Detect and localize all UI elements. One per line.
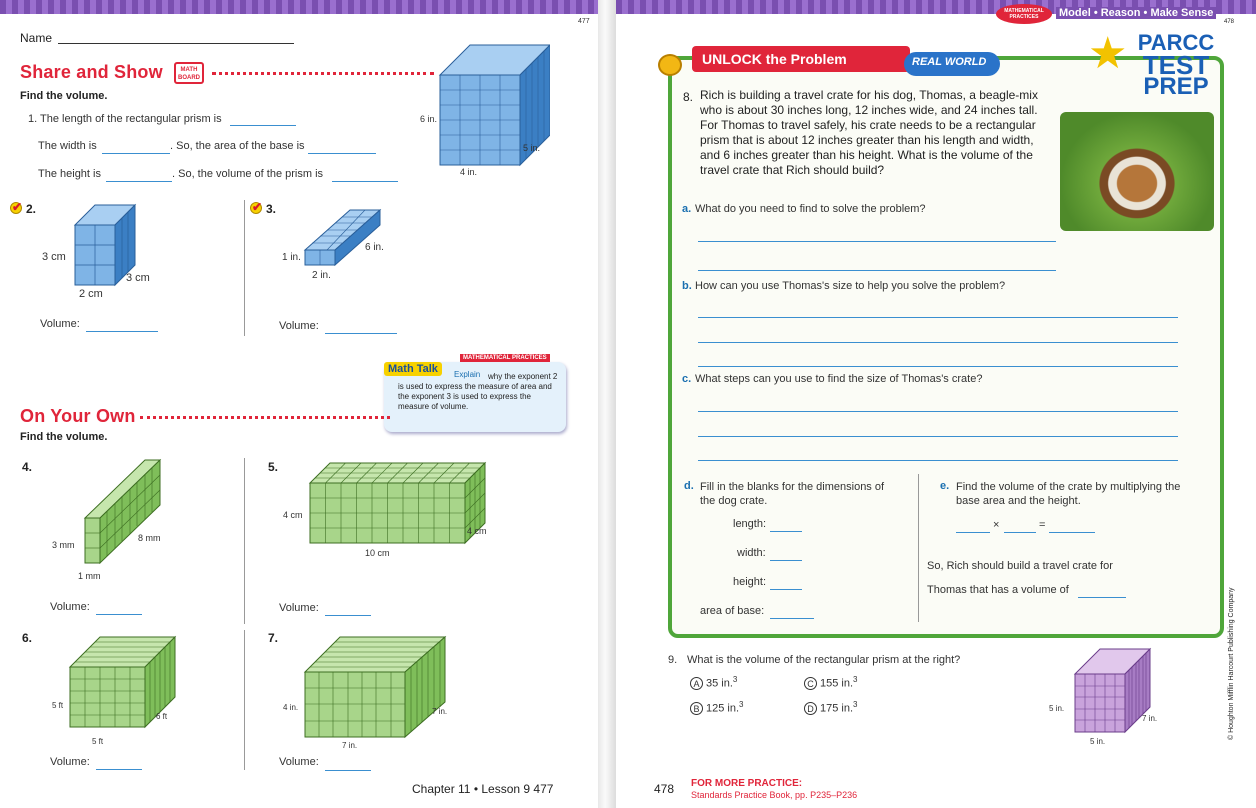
share-and-show-title: Share and Show <box>20 62 163 82</box>
parcc-line-3: PREP <box>1143 73 1209 100</box>
p3-volume-answer[interactable] <box>325 333 397 334</box>
top-band <box>0 0 598 14</box>
p3-volume-label: Volume: <box>279 320 319 332</box>
math-talk-title: Math Talk <box>384 362 442 376</box>
page-gutter <box>598 0 616 808</box>
answer-base-area[interactable] <box>308 153 376 154</box>
answer-length[interactable] <box>230 125 296 126</box>
problem-9-number: 9. <box>668 654 678 666</box>
qa-letter: a. <box>682 203 692 215</box>
p3-width-label: 6 in. <box>365 242 384 253</box>
p7-volume-label: Volume: <box>279 756 319 768</box>
mathematical-practices-badge: MATHEMATICAL PRACTICES <box>996 4 1052 24</box>
find-volume-heading: Find the volume. <box>20 90 108 102</box>
qe-height-input[interactable] <box>1004 532 1036 533</box>
p5-length-label: 10 cm <box>365 548 390 558</box>
p9-height-label: 5 in. <box>1049 704 1065 713</box>
footer-more-practice: FOR MORE PRACTICE: <box>691 778 803 789</box>
problem-4-number: 4. <box>22 460 33 474</box>
footer-practice-book: Standards Practice Book, pp. P235–P236 <box>691 790 858 800</box>
p5-volume-answer[interactable] <box>325 615 371 616</box>
option-value: 155 in. <box>820 677 854 690</box>
column-divider <box>244 458 245 624</box>
footer-page-number: 478 <box>654 782 675 796</box>
name-line[interactable] <box>58 43 294 44</box>
problem-6-number: 6. <box>22 631 33 645</box>
p2-volume-answer[interactable] <box>86 331 158 332</box>
p4-volume-label: Volume: <box>50 601 90 613</box>
page-number-top: 478 <box>1224 19 1235 25</box>
answer-height[interactable] <box>106 181 172 182</box>
option-exponent: 3 <box>732 675 738 684</box>
option-letter: C <box>804 677 817 690</box>
p4-volume-answer[interactable] <box>96 614 142 615</box>
field-area-input[interactable] <box>770 618 814 619</box>
p7-width-label: 7 in. <box>432 707 448 716</box>
p4-length-label: 8 mm <box>138 533 161 543</box>
key-icon <box>658 54 682 76</box>
option-value: 125 in. <box>706 702 740 715</box>
left-page <box>0 0 598 808</box>
qc-letter: c. <box>682 373 692 385</box>
field-width-label: width: <box>737 547 766 559</box>
p2-width-label: 3 cm <box>126 272 150 284</box>
prism-problem-5 <box>305 458 490 548</box>
prism-problem-3 <box>300 205 385 270</box>
mp-tagline: Model • Reason • Make Sense <box>1056 7 1216 19</box>
equals-sign: = <box>1039 519 1046 531</box>
option-a[interactable] <box>690 675 737 690</box>
field-length-label: length: <box>733 518 767 530</box>
problem-8-text: Rich is building a travel crate for his dog, Thomas, a beagle-mix who is about 30 inches long, 12 inches wide, and 24 inches tall. For Thomas to travel safely, his crate needs to be a rectangular prism that is about 12 inches greater than his length and width, and 6 inches greater than his height. What is the volume of the travel crate that Rich should build? <box>700 88 1038 177</box>
p3-height-label: 1 in. <box>282 252 301 263</box>
field-area-label: area of base: <box>700 605 765 617</box>
dog-photo <box>1060 112 1214 231</box>
qe-base-input[interactable] <box>956 532 990 533</box>
qe-letter: e. <box>940 480 950 492</box>
p2-volume-label: Volume: <box>40 318 80 330</box>
p7-height-label: 4 in. <box>283 703 299 712</box>
p4-width-label: 1 mm <box>78 571 101 581</box>
problem-1-line-1: 1. The length of the rectangular prism is <box>28 113 222 125</box>
parcc-line-1: PARCC <box>1137 30 1215 55</box>
option-value: 35 in. <box>706 677 733 690</box>
dim-label-height: 6 in. <box>420 114 438 124</box>
checkmark-icon <box>10 202 22 214</box>
real-world-badge <box>904 52 1000 76</box>
question-a: What do you need to find to solve the problem? <box>695 203 926 215</box>
math-board-icon: MATH BOARD <box>174 62 204 84</box>
p7-volume-answer[interactable] <box>325 770 371 771</box>
p6-volume-label: Volume: <box>50 756 90 768</box>
option-c[interactable] <box>804 675 857 690</box>
option-letter: D <box>804 702 817 715</box>
p5-height-label: 4 cm <box>283 510 303 520</box>
answer-line-c1[interactable] <box>698 411 1178 412</box>
option-letter: B <box>690 702 703 715</box>
name-label: Name <box>20 31 53 45</box>
question-d: Fill in the blanks for the dimensions of the dog crate. <box>700 481 885 507</box>
p6-length-label: 5 ft <box>92 737 104 746</box>
qe-product-input[interactable] <box>1049 532 1095 533</box>
footer-chapter: Chapter 11 • Lesson 9 477 <box>412 782 554 796</box>
option-exponent: 3 <box>853 700 858 709</box>
problem-3-number: 3. <box>266 202 277 216</box>
option-value: 175 in. <box>820 702 854 715</box>
question-b: How can you use Thomas's size to help you solve the problem? <box>695 280 1006 292</box>
answer-volume[interactable] <box>332 181 398 182</box>
parcc-line-2: TEST <box>1142 50 1210 80</box>
question-e: Find the volume of the crate by multiplying the base area and the height. <box>956 481 1181 507</box>
option-exponent: 3 <box>853 675 858 684</box>
section-divider <box>212 72 434 75</box>
problem-1-line-3b: . So, the volume of the prism is <box>172 168 324 180</box>
qe-conclusion-1: So, Rich should build a travel crate for <box>927 560 1113 572</box>
answer-line-a1[interactable] <box>698 241 1056 242</box>
qd-letter: d. <box>684 480 694 492</box>
checkmark-icon <box>250 202 262 214</box>
p2-length-label: 2 cm <box>79 288 103 300</box>
real-label: REAL <box>912 56 942 68</box>
dim-label-width: 5 in. <box>523 143 541 153</box>
answer-line-c3[interactable] <box>698 460 1178 461</box>
field-length-input[interactable] <box>770 531 802 532</box>
column-divider <box>244 200 245 336</box>
p9-width-label: 7 in. <box>1142 714 1158 723</box>
page-number-top: 477 <box>578 18 590 25</box>
prism-problem-4 <box>80 458 165 568</box>
p7-length-label: 7 in. <box>342 741 358 750</box>
prism-problem-7 <box>300 632 450 740</box>
answer-line-b2[interactable] <box>698 342 1178 343</box>
option-exponent: 3 <box>739 700 744 709</box>
p9-length-label: 5 in. <box>1090 737 1106 746</box>
star-icon: ★ <box>1088 29 1128 78</box>
problem-1-line-3a: The height is <box>38 168 101 180</box>
dim-label-length: 4 in. <box>460 167 478 177</box>
problem-9-text: What is the volume of the rectangular prism at the right? <box>687 654 961 666</box>
problem-8-number: 8. <box>683 90 694 104</box>
field-width-input[interactable] <box>770 560 802 561</box>
problem-7-number: 7. <box>268 631 279 645</box>
column-divider <box>244 630 245 770</box>
math-talk-text: why the exponent 2 is used to express the measure of area and the exponent 3 is used to express the measure of volume. <box>398 372 558 411</box>
p6-height-label: 5 ft <box>52 701 64 710</box>
answer-line-b1[interactable] <box>698 317 1178 318</box>
unlock-banner: UNLOCK the Problem <box>692 46 910 72</box>
problem-2-number: 2. <box>26 202 37 216</box>
p6-width-label: 6 ft <box>156 712 168 721</box>
field-height-input[interactable] <box>770 589 802 590</box>
problem-1-line-2b: . So, the area of the base is <box>170 140 305 152</box>
option-d[interactable] <box>804 700 857 715</box>
p5-width-label: 4 cm <box>467 526 487 536</box>
world-label: WORLD <box>944 56 987 68</box>
answer-width[interactable] <box>102 153 170 154</box>
p2-height-label: 3 cm <box>42 251 66 263</box>
find-volume-heading-2: Find the volume. <box>20 431 108 443</box>
column-divider <box>918 474 919 622</box>
section-divider <box>140 416 390 419</box>
problem-1-line-2a: The width is <box>38 140 97 152</box>
p4-height-label: 3 mm <box>52 540 75 550</box>
on-your-own-title: On Your Own <box>20 406 136 426</box>
problem-5-number: 5. <box>268 460 279 474</box>
copyright-side: © Houghton Mifflin Harcourt Publishing Company <box>1228 587 1235 740</box>
field-height-label: height: <box>733 576 767 588</box>
right-page <box>616 0 1256 808</box>
answer-line-b3[interactable] <box>698 366 1178 367</box>
option-b[interactable] <box>690 700 743 715</box>
p3-length-label: 2 in. <box>312 270 331 281</box>
math-talk-lead: Explain <box>454 370 481 379</box>
answer-line-c2[interactable] <box>698 436 1178 437</box>
question-c: What steps can you use to find the size of Thomas's crate? <box>695 373 983 385</box>
option-letter: A <box>690 677 703 690</box>
qb-letter: b. <box>682 280 692 292</box>
p5-volume-label: Volume: <box>279 602 319 614</box>
answer-line-a2[interactable] <box>698 270 1056 271</box>
p6-volume-answer[interactable] <box>96 769 142 770</box>
qe-volume-input[interactable] <box>1078 597 1126 598</box>
qe-conclusion-2: Thomas that has a volume of <box>927 584 1069 596</box>
times-sign: × <box>993 519 1000 531</box>
parcc-test-prep <box>1136 32 1216 98</box>
mathematical-practices-badge: MATHEMATICAL PRACTICES <box>460 354 550 362</box>
